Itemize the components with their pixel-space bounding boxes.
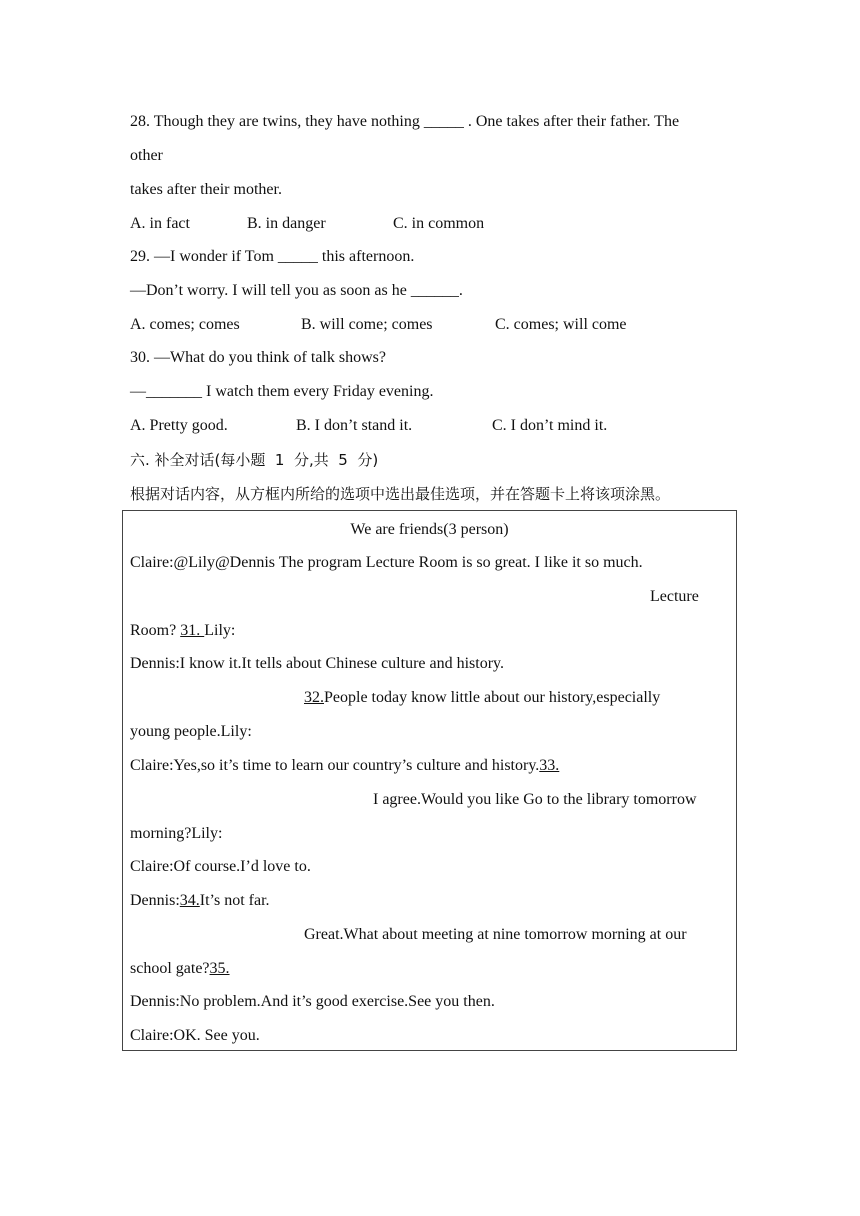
section-heading: 六. 补全对话(每小题 1 分,共 5 分)	[130, 451, 379, 469]
section-instruction: 根据对话内容，从方框内所给的选项中选出最佳选项，并在答题卡上将该项涂黑。	[130, 485, 671, 503]
claire2-text: Claire:Yes,so it’s time to learn our country’s culture and history.	[130, 757, 540, 774]
blank-34: 34.	[179, 892, 200, 909]
q30-option-c: C. I don’t mind it.	[492, 417, 608, 434]
q29-option-c: C. comes; will come	[495, 316, 627, 333]
q30-stem-line1: 30. —What do you think of talk shows?	[130, 349, 386, 366]
blank-32: 32.	[304, 689, 324, 706]
q29-option-b: B. will come; comes	[301, 316, 433, 333]
dialogue-people-line	[304, 688, 660, 708]
dialogue-claire-line4: Claire:OK. See you.	[130, 1027, 260, 1044]
dialogue-room-line	[130, 621, 235, 641]
q29-option-a: A. comes; comes	[130, 316, 240, 333]
dialogue-dennis-line1: Dennis:I know it.It tells about Chinese culture and history.	[130, 655, 505, 672]
dialogue-young-people-line: young people.Lily:	[130, 723, 252, 740]
room-prefix: Room?	[130, 622, 181, 639]
dialogue-lecture-word: Lecture	[650, 588, 699, 605]
dennis2-prefix: Dennis:	[130, 892, 180, 909]
dialogue-claire-line3: Claire:Of course.I’d love to.	[130, 858, 311, 875]
q28-option-c: C. in common	[393, 215, 485, 232]
dialogue-great-line: Great.What about meeting at nine tomorrow morning at our	[304, 926, 687, 943]
q28-stem-line3: takes after their mother.	[130, 181, 282, 198]
dialogue-box	[122, 510, 737, 1051]
blank-33: 33.	[539, 757, 560, 774]
q29-stem-line2: —Don’t worry. I will tell you as soon as he ______.	[130, 282, 463, 299]
lily-label-1: Lily:	[204, 622, 236, 639]
blank-31: 31.	[180, 622, 205, 639]
q30-option-b: B. I don’t stand it.	[296, 417, 413, 434]
blank-35: 35.	[209, 960, 230, 977]
people-text: People today know little about our history,especially	[324, 689, 661, 706]
dialogue-dennis-line3: Dennis:No problem.And it’s good exercise.See you then.	[130, 993, 495, 1010]
dialogue-claire-line2	[130, 756, 559, 776]
q28-option-b: B. in danger	[247, 215, 326, 232]
q28-stem-line2: other	[130, 147, 163, 164]
dialogue-claire-line1: Claire:@Lily@Dennis The program Lecture Room is so great. I like it so much.	[130, 554, 643, 571]
dennis2-rest: It’s not far.	[199, 892, 270, 909]
dialogue-school-gate-line	[130, 959, 230, 979]
q29-stem-line1: 29. —I wonder if Tom _____ this afternoon.	[130, 248, 415, 265]
q28-stem-line1: 28. Though they are twins, they have nothing _____ . One takes after their father. The	[130, 113, 680, 130]
dialogue-dennis-line2	[130, 891, 270, 911]
q30-stem-line2: —_______ I watch them every Friday evening.	[130, 383, 434, 400]
q28-option-a: A. in fact	[130, 215, 190, 232]
school-gate-text: school gate?	[130, 960, 210, 977]
dialogue-morning-line: morning?Lily:	[130, 825, 223, 842]
q30-option-a: A. Pretty good.	[130, 417, 228, 434]
dialogue-title: We are friends(3 person)	[350, 521, 509, 538]
dialogue-agree-line: I agree.Would you like Go to the library tomorrow	[373, 791, 697, 808]
